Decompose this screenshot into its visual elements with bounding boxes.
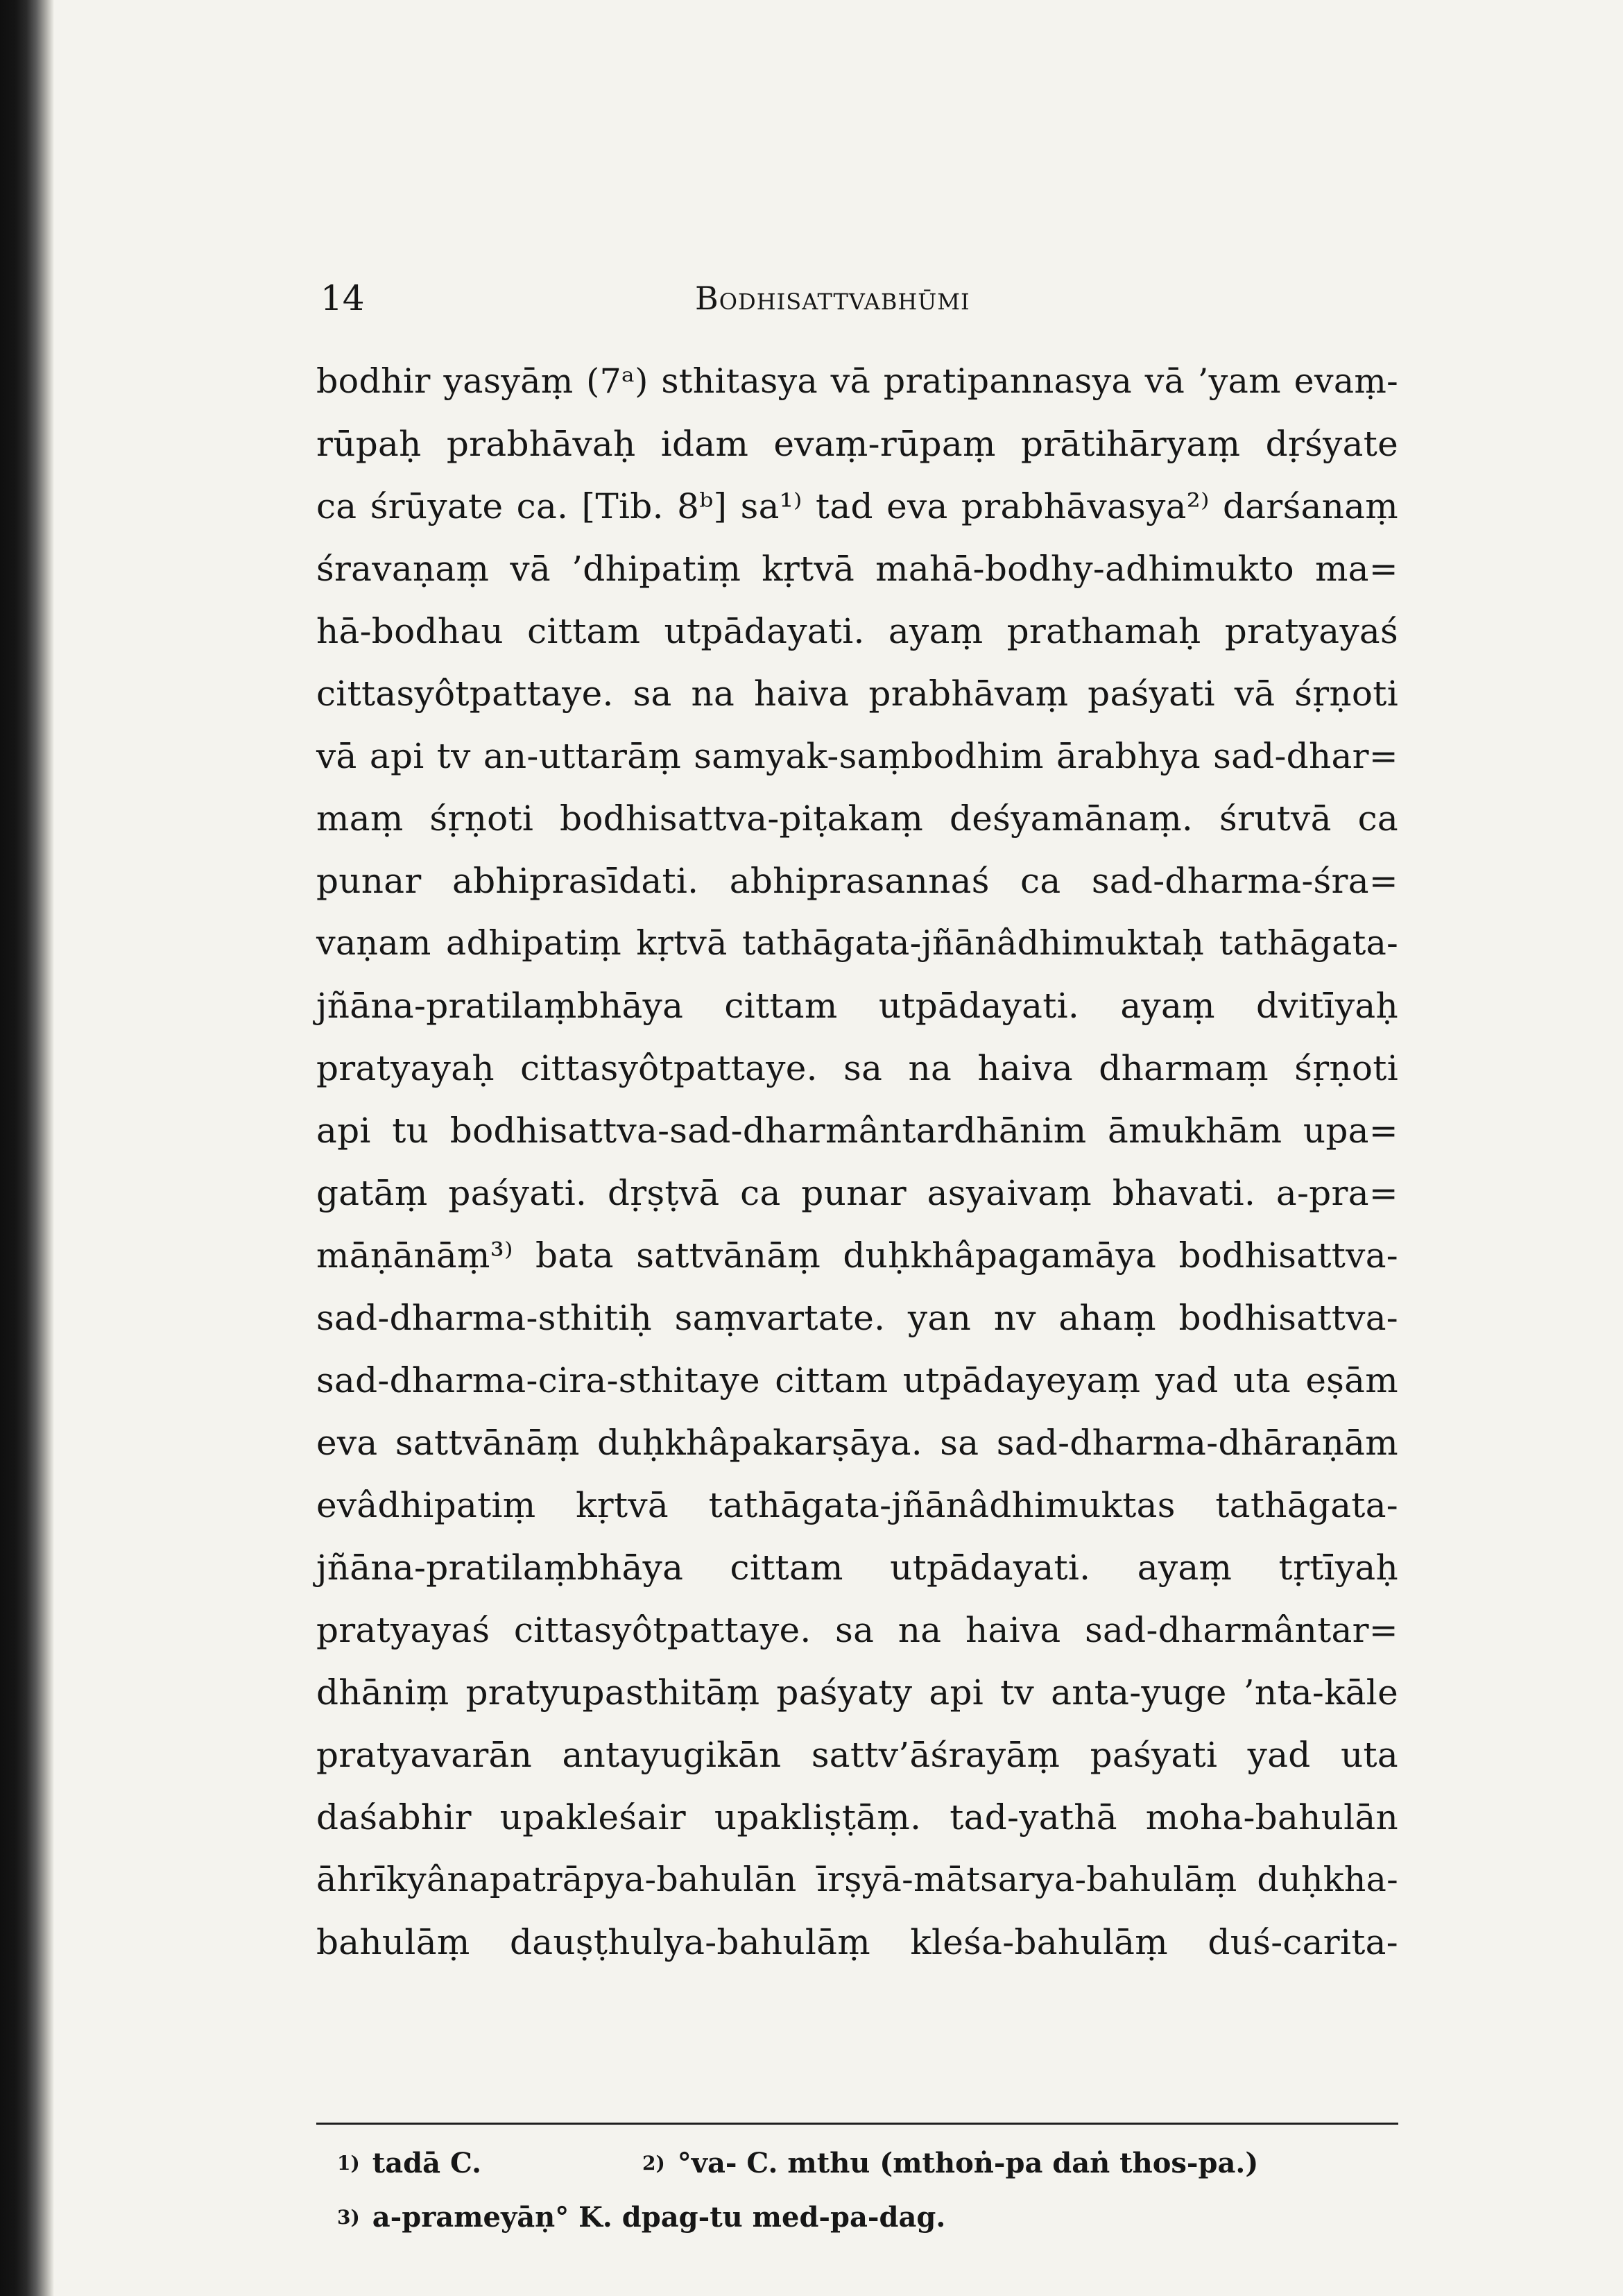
footnote-marker: 3): [337, 2206, 360, 2229]
footnote-row: [316, 2136, 1398, 2191]
body-line: pratyavarān antayugikān sattv’āśrayāṃ paśyati yad uta: [316, 1735, 1398, 1775]
body-line: rūpaḥ prabhāvaḥ idam evaṃ-rūpaṃ prātihāryaṃ dṛśyate: [316, 424, 1398, 464]
running-head-title: Bodhisattvabhūmi: [695, 280, 970, 317]
body-line: bahulāṃ dauṣṭhulya-bahulāṃ kleśa-bahulāṃ duś-carita-: [316, 1922, 1398, 1962]
body-text: [316, 350, 1398, 1973]
body-line: sad-dharma-cira-sthitaye cittam utpādayeyaṃ yad uta eṣām: [316, 1360, 1398, 1400]
footnote-text: a-prameyāṇ° K. dpag-tu med-pa-dag.: [372, 2201, 946, 2234]
running-head: [320, 274, 1402, 323]
footnotes: [316, 2136, 1398, 2245]
footnote-row: [316, 2191, 1398, 2245]
body-line: āhrīkyânapatrāpya-bahulān īrṣyā-mātsarya-bahulāṃ duḥkha-: [316, 1860, 1398, 1899]
body-line: pratyayaś cittasyôtpattaye. sa na haiva sad-dharmântar=: [316, 1610, 1398, 1650]
body-line: ca śrūyate ca. [Tib. 8ᵇ] sa¹⁾ tad eva prabhāvasya²⁾ darśanaṃ: [316, 486, 1398, 526]
footnote-divider: [316, 2123, 1398, 2125]
body-line: cittasyôtpattaye. sa na haiva prabhāvaṃ paśyati vā śṛṇoti: [316, 674, 1398, 714]
body-line: daśabhir upakleśair upakliṣṭāṃ. tad-yathā moha-bahulān: [316, 1797, 1398, 1837]
footnote-2: [642, 2136, 1258, 2191]
body-line: gatāṃ paśyati. dṛṣṭvā ca punar asyaivaṃ bhavati. a-pra=: [316, 1173, 1398, 1213]
scan-binding-edge: [0, 0, 54, 2296]
body-line: māṇānāṃ³⁾ bata sattvānāṃ duḥkhâpagamāya bodhisattva-: [316, 1235, 1398, 1276]
body-line: vā api tv an-uttarāṃ samyak-saṃbodhim ārabhya sad-dhar=: [316, 736, 1398, 776]
body-line: maṃ śṛṇoti bodhisattva-piṭakaṃ deśyamānaṃ. śrutvā ca: [316, 798, 1398, 839]
page-number: 14: [320, 278, 365, 318]
body-line: api tu bodhisattva-sad-dharmântardhānim āmukhām upa=: [316, 1111, 1398, 1151]
body-line: sad-dharma-sthitiḥ saṃvartate. yan nv ahaṃ bodhisattva-: [316, 1298, 1398, 1338]
footnote-3: [337, 2191, 945, 2245]
body-line: hā-bodhau cittam utpādayati. ayaṃ prathamaḥ pratyayaś: [316, 611, 1398, 651]
body-line: eva sattvānāṃ duḥkhâpakarṣāya. sa sad-dharma-dhāraṇām: [316, 1423, 1398, 1463]
footnote-text: °va- C. mthu (mthoṅ-pa daṅ thos-pa.): [677, 2147, 1259, 2179]
body-line: śravaṇaṃ vā ’dhipatiṃ kṛtvā mahā-bodhy-adhimukto ma=: [316, 549, 1398, 589]
body-line: dhāniṃ pratyupasthitāṃ paśyaty api tv anta-yuge ’nta-kāle: [316, 1672, 1398, 1713]
body-line: jñāna-pratilaṃbhāya cittam utpādayati. ayaṃ tṛtīyaḥ: [316, 1548, 1398, 1588]
body-line: bodhir yasyāṃ (7ᵃ) sthitasya vā pratipannasya vā ’yam evaṃ-: [316, 361, 1398, 401]
footnote-marker: 2): [642, 2152, 665, 2175]
footnote-1: [337, 2136, 481, 2191]
body-line: jñāna-pratilaṃbhāya cittam utpādayati. ayaṃ dvitīyaḥ: [316, 986, 1398, 1026]
body-line: evâdhipatiṃ kṛtvā tathāgata-jñānâdhimuktas tathāgata-: [316, 1485, 1398, 1525]
body-line: punar abhiprasīdati. abhiprasannaś ca sad-dharma-śra=: [316, 861, 1398, 901]
footnote-marker: 1): [337, 2152, 360, 2175]
footnote-text: tadā C.: [372, 2147, 481, 2179]
body-line: pratyayaḥ cittasyôtpattaye. sa na haiva dharmaṃ śṛṇoti: [316, 1048, 1398, 1088]
body-line: vaṇam adhipatiṃ kṛtvā tathāgata-jñānâdhimuktaḥ tathāgata-: [316, 923, 1398, 963]
